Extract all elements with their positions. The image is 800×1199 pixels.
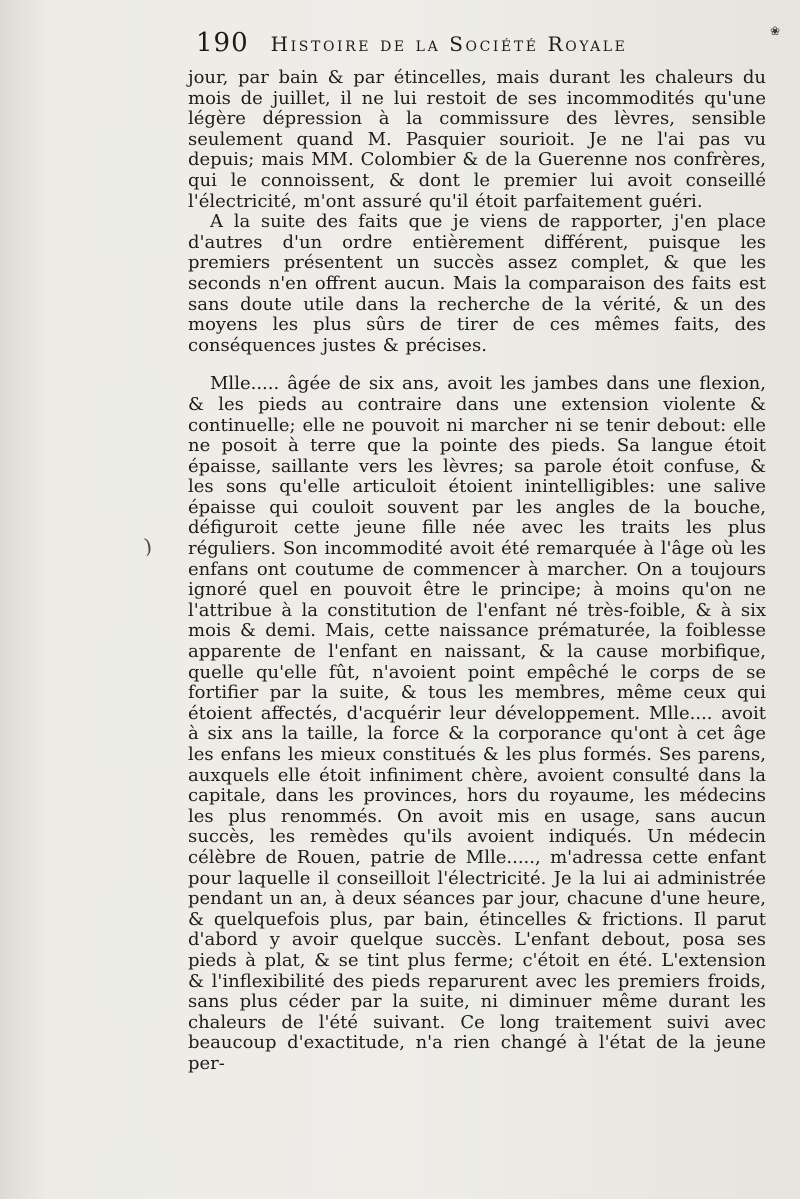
body-text [188, 68, 766, 1075]
running-title: Histoire de la Société Royale [270, 32, 628, 56]
paragraph-case-report: Mlle..... âgée de six ans, avoit les jambes dans une flexion, & les pieds au contraire dans une extension violente & continuelle; elle ne pouvoit ni marcher ni se tenir debout: elle ne posoit à terre que la pointe des pieds. Sa langue étoit épaisse, saillante vers les lèvres; sa parole étoit confuse, & les sons qu'elle articuloit étoient inintelligibles: une salive épaisse qui couloit souvent par les angles de la bouche, défiguroit cette jeune fille née avec les traits les plus réguliers. Son incommodité avoit été remarquée à l'âge où les enfans ont coutume de commencer à marcher. On a toujours ignoré quel en pouvoit être le principe; à moins qu'on ne l'attribue à la constitution de l'enfant né très-foible, & à six mois & demi. Mais, cette naissance prématurée, la foiblesse apparente de l'enfant en naissant, & la cause morbifique, quelle qu'elle fût, n'avoient point empêché le corps de se fortifier par la suite, & tous les membres, même ceux qui étoient affectés, d'acquérir leur développement. Mlle.... avoit à six ans la taille, la force & la corporance qu'ont à cet âge les enfans les mieux constitués & les plus formés. Ses parens, auxquels elle étoit infiniment chère, avoient consulté dans la capitale, dans les provinces, hors du royaume, les médecins les plus renommés. On avoit mis en usage, sans aucun succès, les remèdes qu'ils avoient indiqués. Un médecin célèbre de Rouen, patrie de Mlle....., m'adressa cette enfant pour laquelle il conseilloit l'électricité. Je la lui ai administrée pendant un an, à deux séances par jour, chacune d'une heure, & quelquefois plus, par bain, étincelles & frictions. Il parut d'abord y avoir quelque succès. L'enfant debout, posa ses pieds à plat, & se tint plus ferme; c'étoit en été. L'extension & l'inflexibilité des pieds reparurent avec les premiers froids, sans plus céder par la suite, ni diminuer même durant les chaleurs de l'été suivant. Ce long traitement suivi avec beaucoup d'exactitude, n'a rien changé à l'état de la jeune per- [188, 373, 766, 1074]
corner-ornament-icon: ❀ [770, 24, 781, 38]
paragraph-comparison: A la suite des faits que je viens de rapporter, j'en place d'autres d'un ordre entièrement différent, puisque les premiers présentent un succès assez complet, & que les seconds n'en offrent aucun. Mais la comparaison des faits est sans doute utile dans la recherche de la vérité, & un des moyens les plus sûrs de tirer de ces mêmes faits, des conséquences justes & précises. [188, 211, 766, 356]
margin-mark-icon: ) [142, 533, 154, 559]
page-number: 190 [196, 28, 249, 58]
paragraph-continuation: jour, par bain & par étincelles, mais durant les chaleurs du mois de juillet, il ne lui restoit de ses incommodités qu'une légère dépression à la commissure des lèvres, sensible seulement quand M. Pasquier sourioit. Je ne l'ai pas vu depuis; mais MM. Colombier & de la Guerenne nos confrères, qui le connoissent, & dont le premier lui avoit conseillé l'électricité, m'ont assuré qu'il étoit parfaitement guéri. [188, 67, 766, 212]
page-header [196, 28, 756, 68]
